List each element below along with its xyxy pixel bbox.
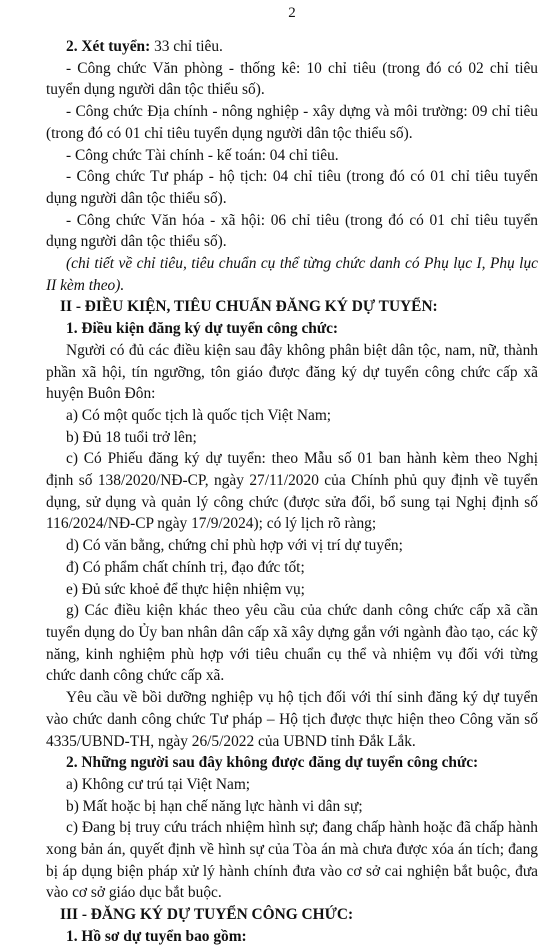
eligibility-item: b) Đủ 18 tuổi trở lên; <box>66 428 197 446</box>
part-3-sub-1-title: 1. Hồ sơ dự tuyển bao gồm: <box>66 927 247 945</box>
eligibility-intro: Người có đủ các điều kiện sau đây không phân biệt dân tộc, nam, nữ, thành phần xã hội, tín ngưỡng, tôn giáo được đăng ký dự tuyển công chức cấp xã huyện Buôn Đôn: <box>46 341 538 403</box>
part-2-title: II - ĐIỀU KIỆN, TIÊU CHUẨN ĐĂNG KÝ DỰ TUYỂN: <box>60 298 438 316</box>
eligibility-item: d) Có văn bằng, chứng chỉ phù hợp với vị trí dự tuyển; <box>66 537 403 555</box>
exclusion-item: b) Mất hoặc bị hạn chế năng lực hành vi dân sự; <box>66 797 363 815</box>
part-2-sub-2-title: 2. Những người sau đây không được đăng dự tuyển công chức: <box>66 754 479 772</box>
quota-item: - Công chức Địa chính - nông nghiệp - xây dựng và môi trường: 09 chỉ tiêu (trong đó có 01 chỉ tiêu tuyển dụng người dân tộc thiểu số). <box>46 103 538 142</box>
quota-item: - Công chức Tài chính - kế toán: 04 chỉ tiêu. <box>66 146 339 164</box>
section-2-quota: 33 chỉ tiêu. <box>150 38 223 55</box>
eligibility-item: e) Đủ sức khoẻ để thực hiện nhiệm vụ; <box>66 580 305 598</box>
quota-item: - Công chức Văn phòng - thống kê: 10 chỉ tiêu (trong đó có 02 chỉ tiêu tuyển dụng người dân tộc thiểu số). <box>46 59 538 99</box>
section-2-heading <box>46 36 538 58</box>
training-requirement: Yêu cầu về bồi dưỡng nghiệp vụ hộ tịch đối với thí sinh đăng ký dự tuyển vào chức danh công chức Tư pháp – Hộ tịch được thực hiện theo Công văn số 4335/UBND-TH, ngày 26/5/2022 của UBND tỉnh Đắk Lắk. <box>46 689 538 750</box>
appendix-note: (chi tiết về chỉ tiêu, tiêu chuẩn cụ thể từng chức danh có Phụ lục I, Phụ lục II kèm theo). <box>46 255 538 294</box>
page-number: 2 <box>288 5 296 21</box>
document-body <box>46 36 538 948</box>
quota-item: - Công chức Văn hóa - xã hội: 06 chỉ tiêu (trong đó có 01 chỉ tiêu tuyển dụng người dân tộc thiểu số). <box>46 211 538 251</box>
exclusion-item: c) Đang bị truy cứu trách nhiệm hình sự; đang chấp hành hoặc đã chấp hành xong bản án, quyết định về hình sự của Tòa án mà chưa được xóa án tích; đang bị áp dụng biện pháp xử lý hành chính đưa vào cơ sở cai nghiện bắt buộc, đưa vào cơ sở giáo dục bắt buộc. <box>46 819 538 902</box>
exclusion-item: a) Không cư trú tại Việt Nam; <box>66 775 251 793</box>
part-2-sub-1-title: 1. Điều kiện đăng ký dự tuyển công chức: <box>66 320 339 338</box>
quota-item: - Công chức Tư pháp - hộ tịch: 04 chỉ tiêu (trong đó có 01 chỉ tiêu tuyển dụng người dân tộc thiểu số). <box>46 168 538 207</box>
eligibility-item: g) Các điều kiện khác theo yêu cầu của chức danh công chức cấp xã cần tuyển dụng do Ủy ban nhân dân cấp xã xây dựng gắn với ngành đào tạo, các kỹ năng, kinh nghiệm phù hợp với tiêu chuẩn cụ thể và nhiệm vụ đối với từng chức danh công chức cấp xã. <box>46 602 538 685</box>
eligibility-item: đ) Có phẩm chất chính trị, đạo đức tốt; <box>66 558 305 576</box>
part-3-title: III - ĐĂNG KÝ DỰ TUYỂN CÔNG CHỨC: <box>60 906 354 924</box>
eligibility-item: c) Có Phiếu đăng ký dự tuyển: theo Mẫu số 01 ban hành kèm theo Nghị định số 138/2020/NĐ-CP, ngày 27/11/2020 của Chính phủ quy định về tuyển dụng, sử dụng và quản lý công chức (được sửa đổi, bổ sung tại Nghị định số 116/2024/NĐ-CP ngày 17/9/2024); có lý lịch rõ ràng; <box>46 450 538 533</box>
section-2-title: 2. Xét tuyển: <box>66 38 151 55</box>
eligibility-item: a) Có một quốc tịch là quốc tịch Việt Nam; <box>66 406 332 424</box>
